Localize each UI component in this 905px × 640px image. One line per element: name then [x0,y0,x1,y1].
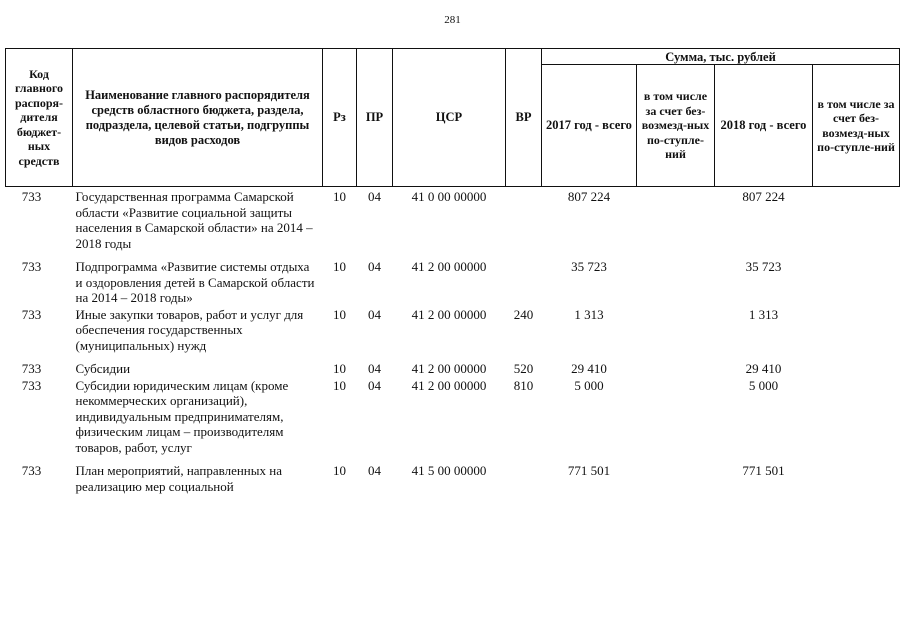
cell-2018-total: 1 313 [748,306,779,322]
header-2017-incl: в том числе за счет без-возмезд-ных по-ступле-ний [637,65,715,187]
cell-2017-incl [637,361,715,378]
cell-2018-incl [813,307,900,362]
cell-name: Подпрограмма «Развитие системы отдыха и оздоровления детей в Самарской области на 2014 – 2018 годы» [75,259,315,305]
cell-2017-incl [637,259,715,307]
cell-csr: 41 2 00 00000 [411,377,487,393]
cell-2018-incl [813,259,900,307]
header-code: Код главного распоря-дителя бюджет-ных средств [6,49,73,187]
cell-code: 733 [21,189,42,204]
cell-2018-total: 771 501 [742,463,785,478]
header-sum: Сумма, тыс. рублей [542,49,900,65]
cell-2017-total: 1 313 [574,306,604,322]
cell-csr: 41 5 00 00000 [411,463,487,478]
cell-2017-total: 5 000 [574,377,604,393]
table-row [6,378,900,464]
cell-2017-incl [637,463,715,502]
cell-code: 733 [21,361,42,376]
cell-2018-incl [813,378,900,464]
table-row [6,259,900,307]
header-pr: ПР [357,49,393,187]
cell-csr: 41 2 00 00000 [411,259,487,274]
cell-vr: 810 [513,377,534,393]
table-row [6,307,900,362]
table-row [6,187,900,260]
cell-rz: 10 [333,377,346,393]
budget-table [5,48,900,502]
header-name: Наименование главного распорядителя средств областного бюджета, раздела, подраздела, целевой статьи, подгруппы видов расходов [73,49,323,187]
header-2017-total: 2017 год - всего [542,65,637,187]
header-2018-incl: в том числе за счет без-возмезд-ных по-ступле-ний [813,65,900,187]
cell-csr: 41 2 00 00000 [411,306,487,322]
cell-vr: 240 [513,306,534,322]
cell-pr: 04 [368,306,381,322]
cell-code: 733 [21,259,42,274]
table-body [6,187,900,503]
cell-name: Государственная программа Самарской области «Развитие социальной защиты населения в Самарской области» на 2014 – 2018 годы [75,189,313,251]
cell-rz: 10 [333,306,346,322]
cell-2018-incl [813,463,900,502]
table-row [6,463,900,502]
cell-code: 733 [21,463,42,478]
cell-2017-incl [637,378,715,464]
header-2018-total: 2018 год - всего [715,65,813,187]
cell-name: Субсидии [75,361,131,376]
cell-rz: 10 [333,361,346,376]
cell-rz: 10 [333,189,346,204]
cell-name: Иные закупки товаров, работ и услуг для обеспечения государственных (муниципальных) нужд [75,306,304,353]
header-vr: ВР [506,49,542,187]
cell-rz: 10 [333,463,346,478]
cell-2018-total: 29 410 [745,361,782,376]
cell-2018-incl [813,187,900,260]
cell-pr: 04 [368,463,381,478]
cell-vr [506,259,542,307]
cell-pr: 04 [368,361,381,376]
cell-code: 733 [21,306,42,322]
cell-2018-incl [813,361,900,378]
page-number: 281 [444,14,461,26]
header-csr: ЦСР [393,49,506,187]
cell-name: Субсидии юридическим лицам (кроме некоммерческих организаций), индивидуальным предпринимателям, физическим лицам – производителям товаров, работ, услуг [75,377,289,455]
cell-2017-total: 35 723 [571,259,607,274]
cell-2017-total: 771 501 [567,463,611,478]
cell-2017-incl [637,187,715,260]
cell-pr: 04 [368,377,381,393]
header-rz: Рз [323,49,357,187]
table-row [6,361,900,378]
cell-2017-incl [637,307,715,362]
cell-2017-total: 807 224 [567,189,611,204]
cell-vr [506,187,542,260]
cell-pr: 04 [368,259,381,274]
cell-vr: 520 [513,361,534,376]
table-header [6,49,900,187]
cell-2018-total: 5 000 [748,377,779,393]
cell-2018-total: 35 723 [745,259,782,274]
cell-vr [506,463,542,502]
cell-2018-total: 807 224 [742,189,785,204]
cell-csr: 41 2 00 00000 [411,361,487,376]
cell-2017-total: 29 410 [571,361,607,376]
cell-pr: 04 [368,189,381,204]
cell-csr: 41 0 00 00000 [411,189,487,204]
cell-rz: 10 [333,259,346,274]
cell-name: План мероприятий, направленных на реализацию мер социальной [75,463,282,494]
cell-code: 733 [21,377,42,393]
